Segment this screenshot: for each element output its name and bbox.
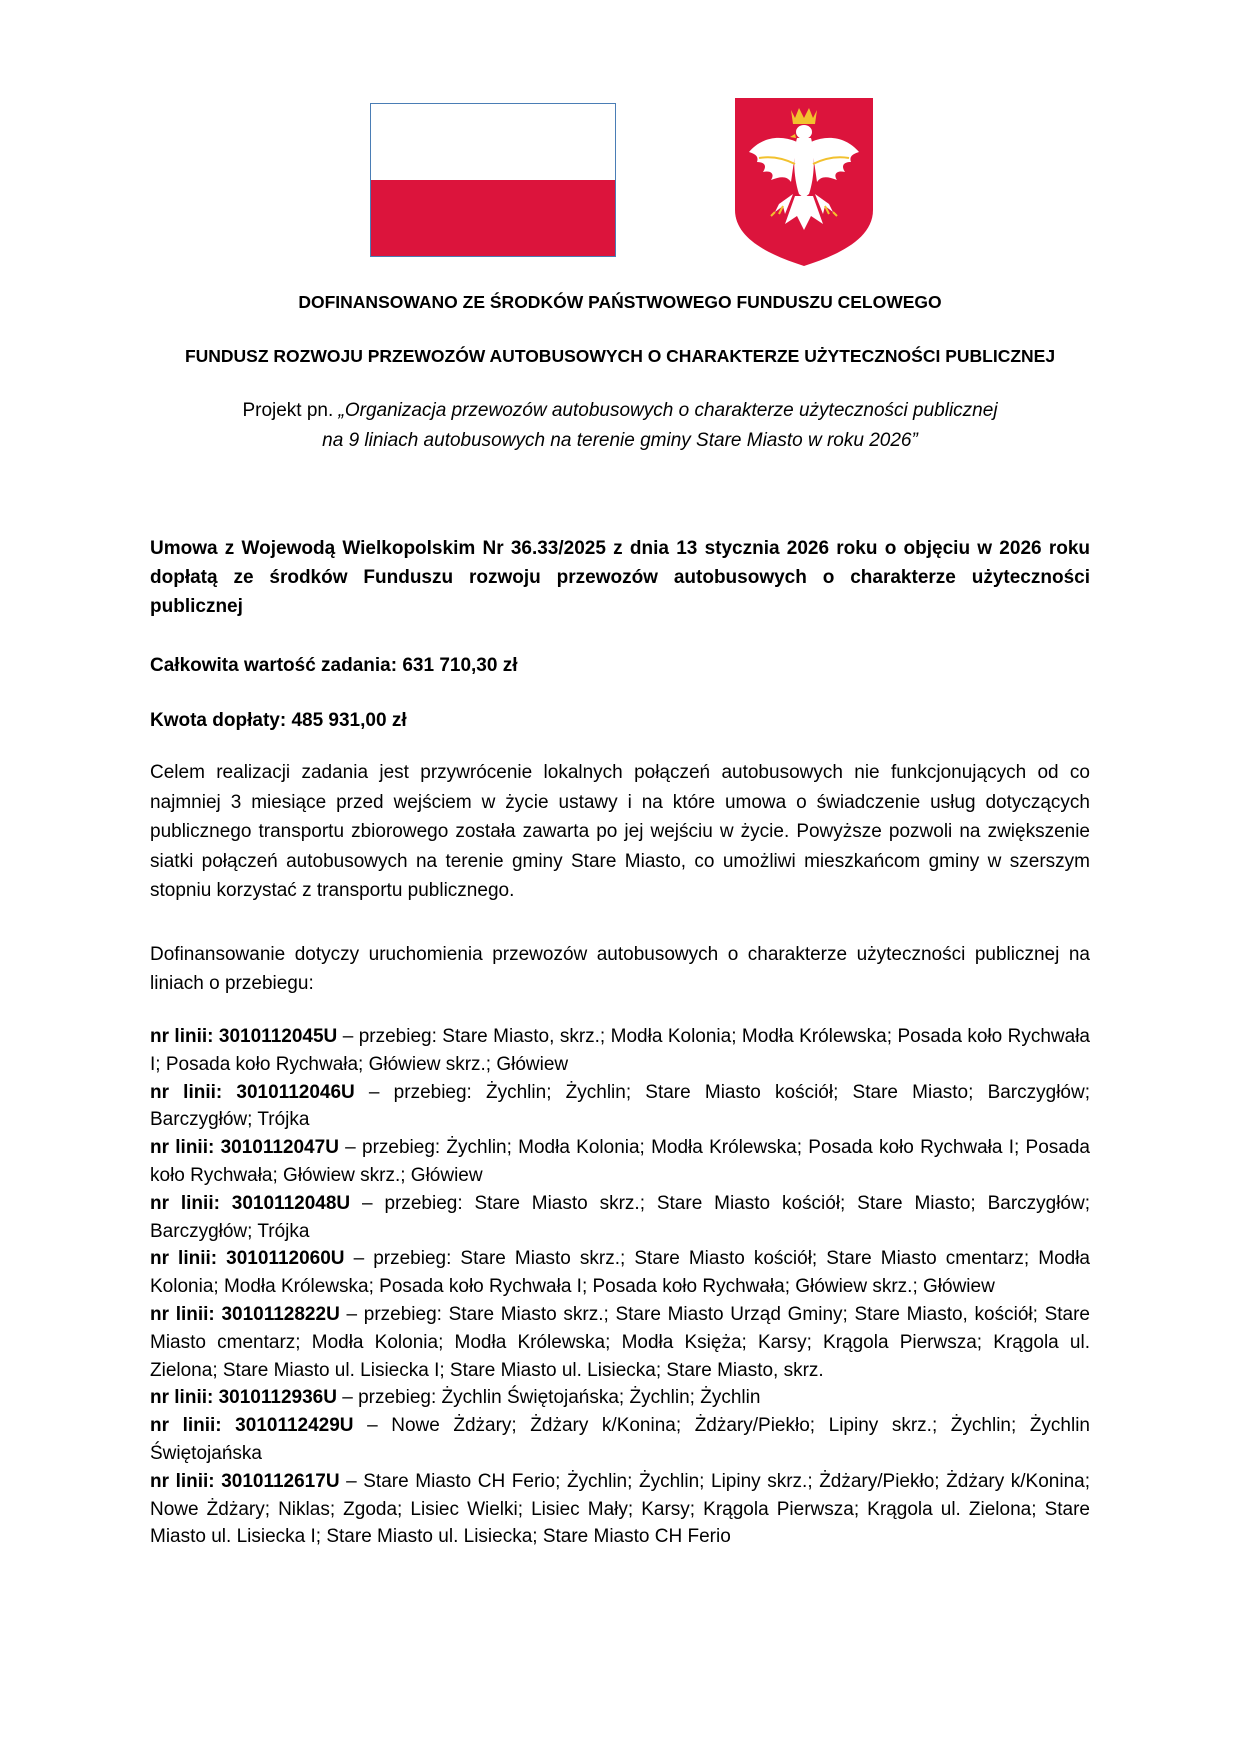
bus-line-route: – przebieg: Stare Miasto skrz.; Stare Miasto kościół; Stare Miasto; Barczygłów; Barczygłów; Trójka bbox=[150, 1192, 1091, 1242]
bus-line-number: nr linii: 3010112822U bbox=[150, 1303, 340, 1325]
bus-line-item bbox=[150, 1134, 1090, 1190]
bus-line-route: – przebieg: Stare Miasto, skrz.; Modła Kolonia; Modła Królewska; Posada koło Rychwała I; Posada koło Rychwała; Główiew skrz.; Główiew bbox=[150, 1026, 1090, 1075]
subsidy-amount: Kwota dopłaty: 485 931,00 zł bbox=[150, 710, 407, 731]
project-name-part-1: „Organizacja przewozów autobusowych o charakterze użyteczności publicznej bbox=[338, 400, 998, 421]
bus-line-number: nr linii: 3010112060U bbox=[150, 1248, 345, 1270]
bus-line-number: nr linii: 3010112429U bbox=[150, 1415, 354, 1437]
bus-line-number: nr linii: 3010112046U bbox=[150, 1081, 355, 1103]
bus-line-route: – Stare Miasto CH Ferio; Żychlin; Żychlin; Lipiny skrz.; Żdżary/Piekło; Żdżary k/Konina; Nowe Żdżary; Niklas; Zgoda; Lisiec Wielki; Lisiec Mały; Karsy; Krągola Pierwsza; Krągola ul. Zielona; Stare Miasto ul. Lisiecka I; Stare Miasto ul. Lisiecka; Stare Miasto CH Ferio bbox=[150, 1470, 1091, 1548]
bus-line-number: nr linii: 3010112047U bbox=[150, 1137, 339, 1159]
polish-emblem-icon bbox=[735, 98, 873, 266]
purpose-paragraph: Celem realizacji zadania jest przywrócenie lokalnych połączeń autobusowych nie funkcjonujących od co najmniej 3 miesiące przed wejściem w życie ustawy i na które umowa o świadczenie usług dotyczących publicznego transportu zbiorowego została zawarta po jej wejściu w życie. Powyższe pozwoli na zwiększenie siatki połączeń autobusowych na terenie gminy Stare Miasto, co umożliwi mieszkańcom gminy w szerszym stopniu korzystać z transportu publicznego. bbox=[150, 762, 1090, 901]
bus-line-item bbox=[150, 1412, 1090, 1468]
bus-line-item bbox=[150, 1384, 1090, 1412]
bus-line-number: nr linii: 3010112617U bbox=[150, 1470, 340, 1492]
bus-line-item bbox=[150, 1079, 1090, 1135]
bus-line-route: – przebieg: Żychlin Świętojańska; Żychlin; Żychlin bbox=[336, 1387, 761, 1409]
bus-line-route: – przebieg: Stare Miasto skrz.; Stare Miasto kościół; Stare Miasto cmentarz; Modła Kolonia; Modła Królewska; Posada koło Rychwała I; Posada koło Rychwała; Główiew skrz.; Główiew bbox=[150, 1248, 1090, 1298]
bus-line-item bbox=[150, 1245, 1090, 1301]
heading-fund-name: FUNDUSZ ROZWOJU PRZEWOZÓW AUTOBUSOWYCH O CHARAKTERZE UŻYTECZNOŚCI PUBLICZNEJ bbox=[184, 346, 1056, 366]
bus-line-item bbox=[150, 1468, 1090, 1551]
lines-intro: Dofinansowanie dotyczy uruchomienia przewozów autobusowych o charakterze użyteczności publicznej na liniach o przebiegu: bbox=[150, 944, 1090, 994]
bus-line-item bbox=[150, 1301, 1090, 1384]
project-prefix: Projekt pn. bbox=[242, 400, 339, 421]
agreement-paragraph: Umowa z Wojewodą Wielkopolskim Nr 36.33/2025 z dnia 13 stycznia 2026 roku o objęciu w 2026 roku dopłatą ze środków Funduszu rozwoju przewozów autobusowych o charakterze użyteczności publicznej bbox=[150, 538, 1090, 617]
bus-line-item bbox=[150, 1190, 1090, 1246]
total-value: Całkowita wartość zadania: 631 710,30 zł bbox=[150, 655, 518, 676]
polish-flag-icon bbox=[370, 103, 616, 257]
bus-line-route: – przebieg: Żychlin; Modła Kolonia; Modła Królewska; Posada koło Rychwała I; Posada koło Rychwała; Główiew skrz.; Główiew bbox=[150, 1137, 1090, 1186]
project-name-part-2: na 9 liniach autobusowych na terenie gminy Stare Miasto w roku 2026” bbox=[322, 430, 918, 451]
bus-lines-list bbox=[150, 1023, 1090, 1551]
bus-line-route: – przebieg: Żychlin; Żychlin; Stare Miasto kościół; Stare Miasto; Barczygłów; Barczygłów; Trójka bbox=[150, 1081, 1090, 1131]
project-title-line-1 bbox=[0, 396, 1240, 426]
heading-fund: DOFINANSOWANO ZE ŚRODKÓW PAŃSTWOWEGO FUNDUSZU CELOWEGO bbox=[298, 292, 942, 312]
bus-line-route: – przebieg: Stare Miasto skrz.; Stare Miasto Urząd Gminy; Stare Miasto, kościół; Stare Miasto cmentarz; Modła Kolonia; Modła Królewska; Modła Księża; Karsy; Krągola Pierwsza; Krągola ul. Zielona; Stare Miasto ul. Lisiecka I; Stare Miasto ul. Lisiecka; Stare Miasto, skrz. bbox=[150, 1303, 1091, 1381]
flag-white-band bbox=[371, 104, 615, 180]
flag-red-band bbox=[371, 180, 615, 256]
bus-line-number: nr linii: 3010112936U bbox=[150, 1387, 337, 1409]
project-title bbox=[0, 396, 1240, 456]
bus-line-number: nr linii: 3010112045U bbox=[150, 1026, 338, 1047]
bus-line-route: – Nowe Żdżary; Żdżary k/Konina; Żdżary/Piekło; Lipiny skrz.; Żychlin; Żychlin Świętojańska bbox=[150, 1415, 1091, 1464]
bus-line-item bbox=[150, 1023, 1090, 1079]
bus-line-number: nr linii: 3010112048U bbox=[150, 1192, 351, 1214]
